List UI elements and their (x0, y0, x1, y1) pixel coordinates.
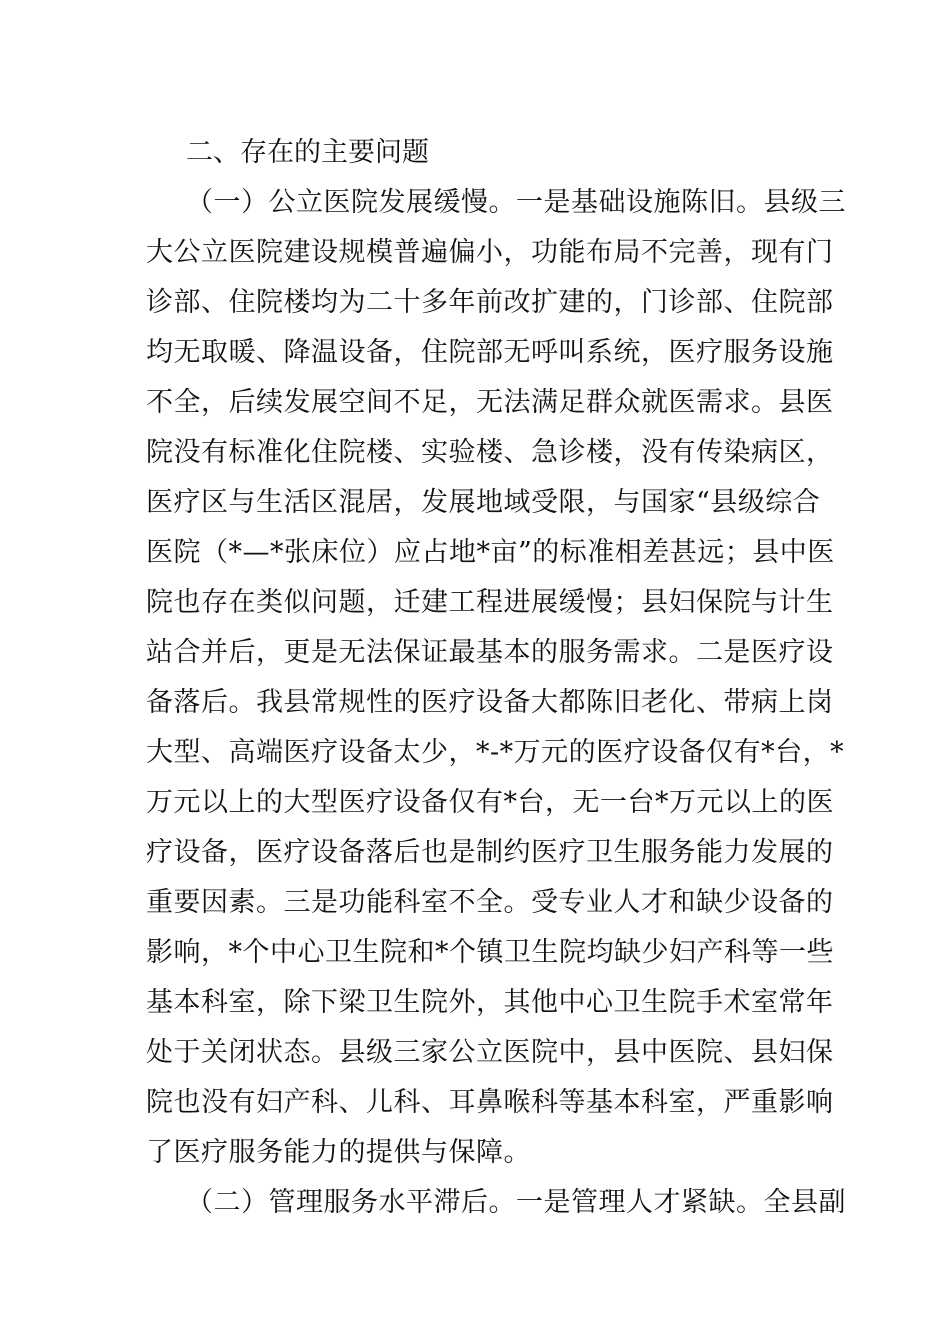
section-heading: 二、存在的主要问题 (186, 137, 429, 168)
paragraph-line: 备落后。我县常规性的医疗设备大都陈旧老化、带病上岗 (146, 687, 834, 718)
paragraph-line: 院也没有妇产科、儿科、耳鼻喉科等基本科室，严重影响 (146, 1087, 834, 1118)
paragraph-line: 重要因素。三是功能科室不全。受专业人才和缺少设备的 (146, 887, 834, 918)
paragraph-line: 医疗区与生活区混居，发展地域受限，与国家“县级综合 (146, 487, 821, 518)
paragraph-line: 院也存在类似问题，迁建工程进展缓慢；县妇保院与计生 (146, 587, 834, 618)
paragraph-line: 基本科室，除下梁卫生院外，其他中心卫生院手术室常年 (146, 987, 834, 1018)
paragraph-line: （二）管理服务水平滞后。一是管理人才紧缺。全县副 (186, 1187, 846, 1218)
paragraph-line: 均无取暖、降温设备，住院部无呼叫系统，医疗服务设施 (146, 337, 834, 368)
paragraph-line: （一）公立医院发展缓慢。一是基础设施陈旧。县级三 (186, 187, 846, 218)
paragraph-line: 影响，*个中心卫生院和*个镇卫生院均缺少妇产科等一些 (146, 937, 834, 968)
paragraph-line: 了医疗服务能力的提供与保障。 (146, 1137, 531, 1168)
paragraph-line: 疗设备，医疗设备落后也是制约医疗卫生服务能力发展的 (146, 837, 834, 868)
paragraph-line: 大公立医院建设规模普遍偏小，功能布局不完善，现有门 (146, 237, 834, 268)
paragraph-line: 诊部、住院楼均为二十多年前改扩建的，门诊部、住院部 (146, 287, 834, 318)
paragraph-line: 大型、高端医疗设备太少，*-*万元的医疗设备仅有*台，* (146, 737, 845, 768)
paragraph-line: 医院（*—*张床位）应占地*亩”的标准相差甚远；县中医 (146, 537, 835, 568)
paragraph-line: 万元以上的大型医疗设备仅有*台，无一台*万元以上的医 (146, 787, 834, 818)
paragraph-line: 处于关闭状态。县级三家公立医院中，县中医院、县妇保 (146, 1037, 834, 1068)
paragraph-line: 不全，后续发展空间不足，无法满足群众就医需求。县医 (146, 387, 834, 418)
paragraph-line: 站合并后，更是无法保证最基本的服务需求。二是医疗设 (146, 637, 834, 668)
paragraph-line: 院没有标准化住院楼、实验楼、急诊楼，没有传染病区， (146, 437, 834, 468)
